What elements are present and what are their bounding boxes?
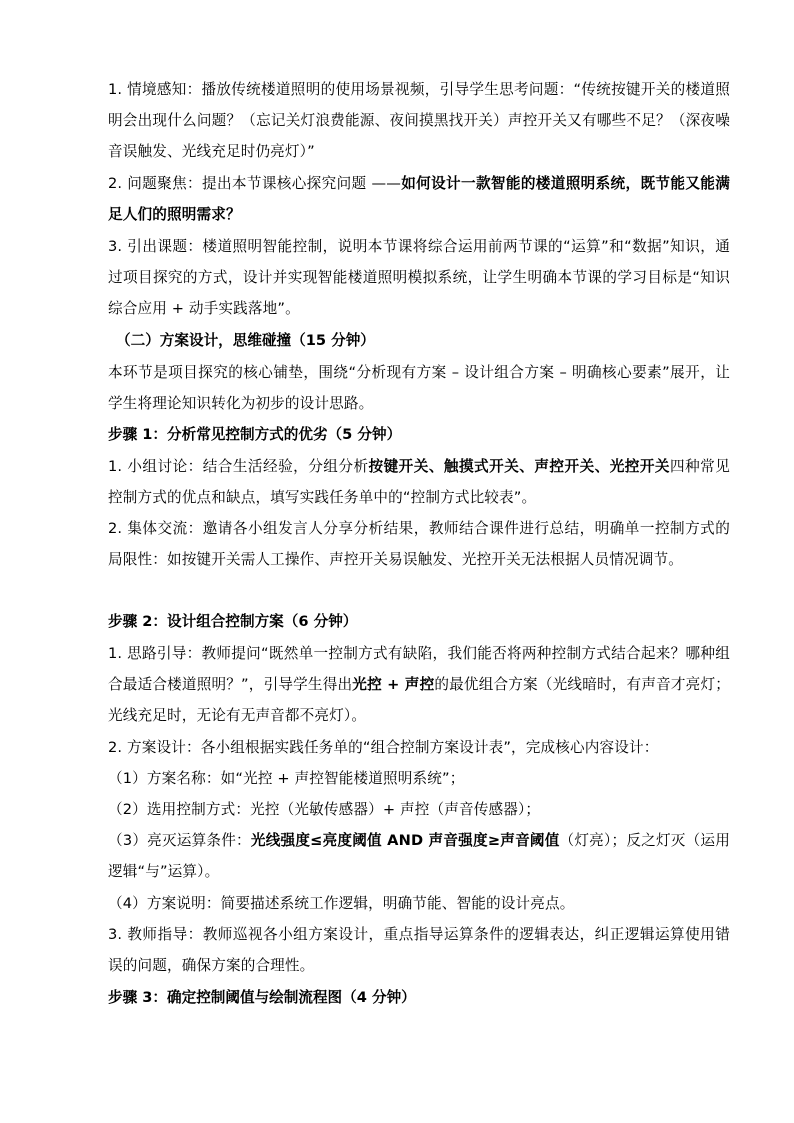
- paragraph-text: 的最优组合方案（光线暗时，有声音才亮灯；光线充足时，无论有无声音都不亮灯）。: [108, 676, 730, 725]
- paragraph-text: 2. 方案设计：各小组根据实践任务单的“组合控制方案设计表”，完成核心内容设计：: [108, 739, 659, 756]
- step1-discussion: [108, 451, 730, 513]
- list-item-text: （3）亮灭运算条件：: [108, 832, 251, 849]
- step1-title: 步骤 1：分析常见控制方式的优劣（5 分钟）: [108, 426, 402, 443]
- list-item-text: （1）方案名称：如“光控 + 声控智能楼道照明系统”；: [108, 770, 465, 787]
- paragraph-text: 1. 情境感知：播放传统楼道照明的使用场景视频，引导学生思考问题：“传统按键开关的楼道照明会出现什么问题？（忘记关灯浪费能源、夜间摸黑找开关）声控开关又有哪些不足？（深夜噪音误触发、光线充足时仍亮灯）”: [108, 81, 730, 161]
- step3-title: 步骤 3：确定控制阈值与绘制流程图（4 分钟）: [108, 989, 416, 1006]
- list-item-text: （灯亮）；反之灯灭（运用逻辑“与”运算）。: [108, 832, 730, 881]
- paragraph-problem-focus: [108, 168, 730, 230]
- step1-exchange: [108, 513, 730, 575]
- section-intro: [108, 357, 730, 419]
- list-item-text: （2）选用控制方式：光控（光敏传感器）+ 声控（声音传感器）；: [108, 801, 541, 818]
- paragraph-text: 本环节是项目探究的核心铺垫，围绕“分析现有方案 – 设计组合方案 – 明确核心要素”展开，让学生将理论知识转化为初步的设计思路。: [108, 364, 730, 413]
- paragraph-text: 2. 问题聚焦：提出本节课核心探究问题 ——: [108, 175, 401, 192]
- paragraph-text: 2. 集体交流：邀请各小组发言人分享分析结果，教师结合课件进行总结，明确单一控制方式的局限性：如按键开关需人工操作、声控开关易误触发、光控开关无法根据人员情况调节。: [108, 520, 730, 569]
- paragraph-text: 四种常见控制方式的优点和缺点，填写实践任务单中的“控制方式比较表”。: [108, 458, 730, 507]
- list-item: [108, 794, 730, 825]
- list-item: [108, 888, 730, 919]
- paragraph-text: 3. 教师指导：教师巡视各小组方案设计，重点指导运算条件的逻辑表达，纠正逻辑运算使用错误的问题，确保方案的合理性。: [108, 926, 730, 975]
- paragraph-topic-intro: [108, 231, 730, 325]
- section-title: （二）方案设计，思维碰撞（15 分钟）: [116, 332, 375, 349]
- list-item: [108, 763, 730, 794]
- paragraph-text: 1. 小组讨论：结合生活经验，分组分析: [108, 458, 369, 475]
- core-question: 如何设计一款智能的楼道照明系统，既节能又能满足人们的照明需求？: [108, 175, 730, 224]
- control-types: 按键开关、触摸式开关、声控开关、光控开关: [368, 458, 671, 475]
- step2-design: [108, 732, 730, 763]
- step2-guidance: [108, 638, 730, 732]
- list-item-text: （4）方案说明：简要描述系统工作逻辑，明确节能、智能的设计亮点。: [108, 895, 575, 912]
- condition-expression: 光线强度≤亮度阈值 AND 声音强度≥声音阈值: [250, 832, 560, 849]
- step2-teacher-guidance: [108, 919, 730, 981]
- step2-title: 步骤 2：设计组合控制方案（6 分钟）: [108, 613, 358, 630]
- list-item: [108, 825, 730, 887]
- paragraph-text: 1. 思路引导：教师提问“既然单一控制方式有缺陷，我们能否将两种控制方式结合起来？哪种组合最适合楼道照明？”，引导学生得出: [108, 645, 730, 694]
- paragraph-situation: [108, 74, 730, 168]
- paragraph-text: 3. 引出课题：楼道照明智能控制，说明本节课将综合运用前两节课的“运算”和“数据”知识，通过项目探究的方式，设计并实现智能楼道照明模拟系统，让学生明确本节课的学习目标是“知识综合应用 + 动手实践落地”。: [108, 238, 730, 318]
- combo-scheme: 光控 + 声控: [352, 676, 435, 694]
